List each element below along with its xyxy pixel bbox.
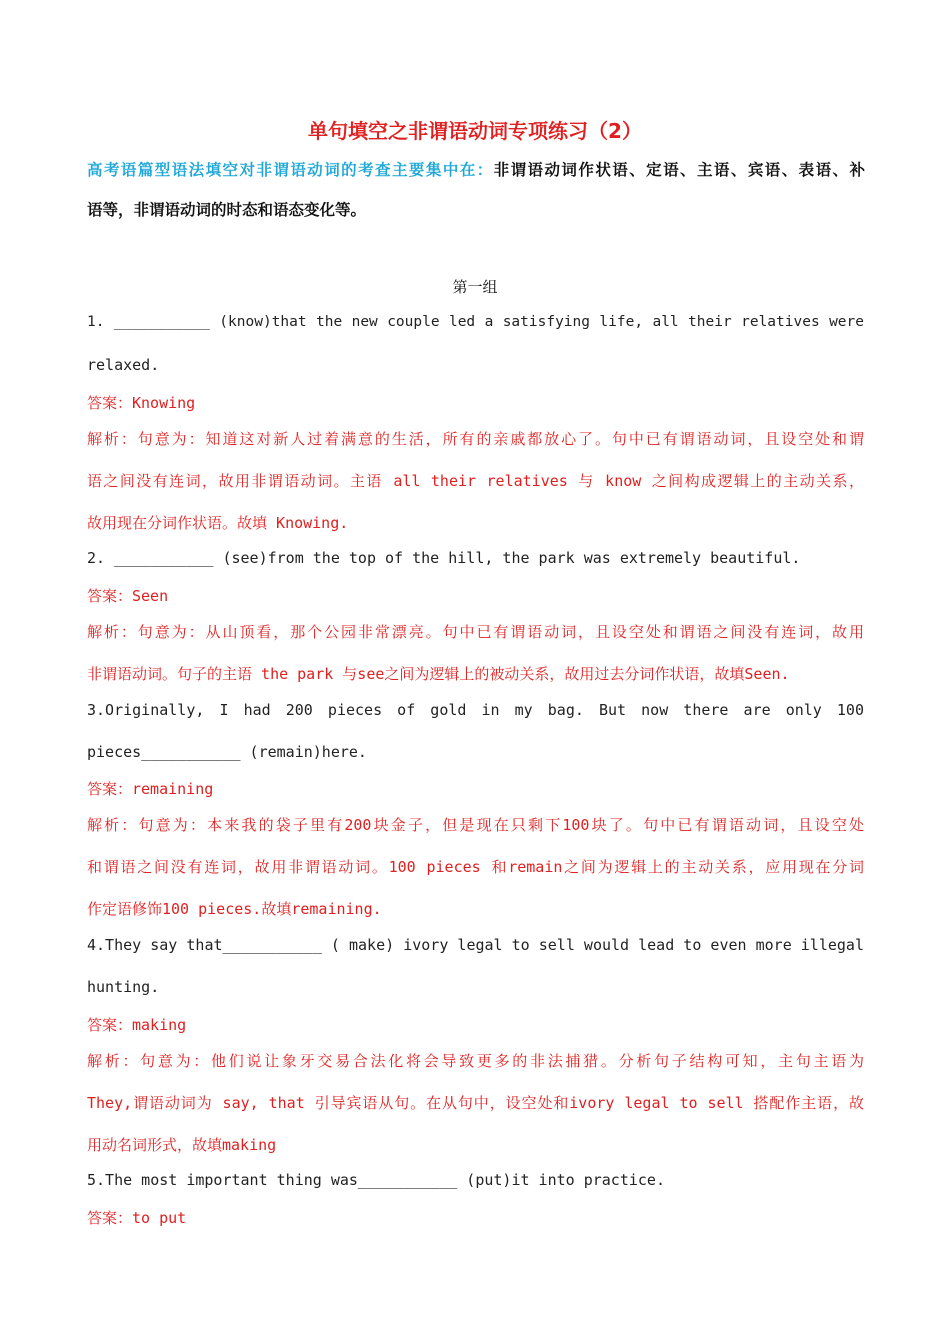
question-4-line-2: hunting.: [87, 978, 160, 996]
answer-3: 答案：remaining: [87, 780, 214, 798]
answer-5: 答案：to put: [87, 1209, 187, 1227]
analysis-3-line-1: 解析：句意为：本来我的袋子里有200块金子，但是现在只剩下100块了。句中已有谓语动词，且设空处: [87, 816, 864, 834]
question-3-line-1: 3.Originally, I had 200 pieces of gold in my bag. But now there are only 100: [87, 701, 864, 719]
analysis-1-line-3: 故用现在分词作状语。故填 Knowing.: [87, 514, 349, 532]
intro-line-2: 语等，非谓语动词的时态和语态变化等。: [87, 201, 367, 219]
intro-line-1: [87, 150, 865, 190]
question-1-line-2: relaxed.: [87, 356, 160, 374]
answer-2: 答案：Seen: [87, 587, 169, 605]
intro-paragraph: [87, 150, 865, 230]
analysis-3-line-2: 和谓语之间没有连词，故用非谓语动词。100 pieces 和remain之间为逻辑上的主动关系，应用现在分词: [87, 858, 864, 876]
analysis-1-line-1: 解析：句意为：知道这对新人过着满意的生活，所有的亲戚都放心了。句中已有谓语动词，且设空处和谓: [87, 430, 864, 448]
analysis-4-line-1: 解析：句意为：他们说让象牙交易合法化将会导致更多的非法捕猎。分析句子结构可知，主句主语为: [87, 1052, 864, 1070]
intro-highlight: 高考语篇型语法填空对非谓语动词的考查主要集中在：: [87, 161, 494, 179]
group-heading: 第一组: [452, 278, 498, 296]
analysis-3-line-3: 作定语修饰100 pieces.故填remaining.: [87, 900, 382, 918]
question-2-line-1: 2. ___________ (see)from the top of the hill, the park was extremely beautiful.: [87, 549, 801, 567]
question-3-line-2: pieces___________ (remain)here.: [87, 743, 367, 761]
question-1-line-1: 1. ___________ (know)that the new couple led a satisfying life, all their relatives were: [87, 314, 864, 330]
question-4-line-1: 4.They say that___________ ( make) ivory legal to sell would lead to even more illegal: [87, 936, 864, 954]
analysis-2-line-2: 非谓语动词。句子的主语 the park 与see之间为逻辑上的被动关系，故用过去分词作状语，故填Seen.: [87, 665, 790, 683]
analysis-4-line-2: They,谓语动词为 say, that 引导宾语从句。在从句中，设空处和ivory legal to sell 搭配作主语，故: [87, 1094, 864, 1112]
intro-rest-1: 非谓语动词作状语、定语、主语、宾语、表语、补: [493, 161, 865, 179]
answer-4: 答案：making: [87, 1016, 187, 1034]
analysis-2-line-1: 解析：句意为：从山顶看，那个公园非常漂亮。句中已有谓语动词，且设空处和谓语之间没有连词，故用: [87, 623, 864, 641]
analysis-1-line-2: 语之间没有连词，故用非谓语动词。主语 all their relatives 与 know 之间构成逻辑上的主动关系，: [87, 472, 864, 490]
question-5-line-1: 5.The most important thing was___________ (put)it into practice.: [87, 1171, 665, 1189]
analysis-4-line-3: 用动名词形式，故填making: [87, 1136, 277, 1154]
answer-1: 答案：Knowing: [87, 394, 196, 412]
page-title: 单句填空之非谓语动词专项练习（2）: [308, 119, 642, 143]
